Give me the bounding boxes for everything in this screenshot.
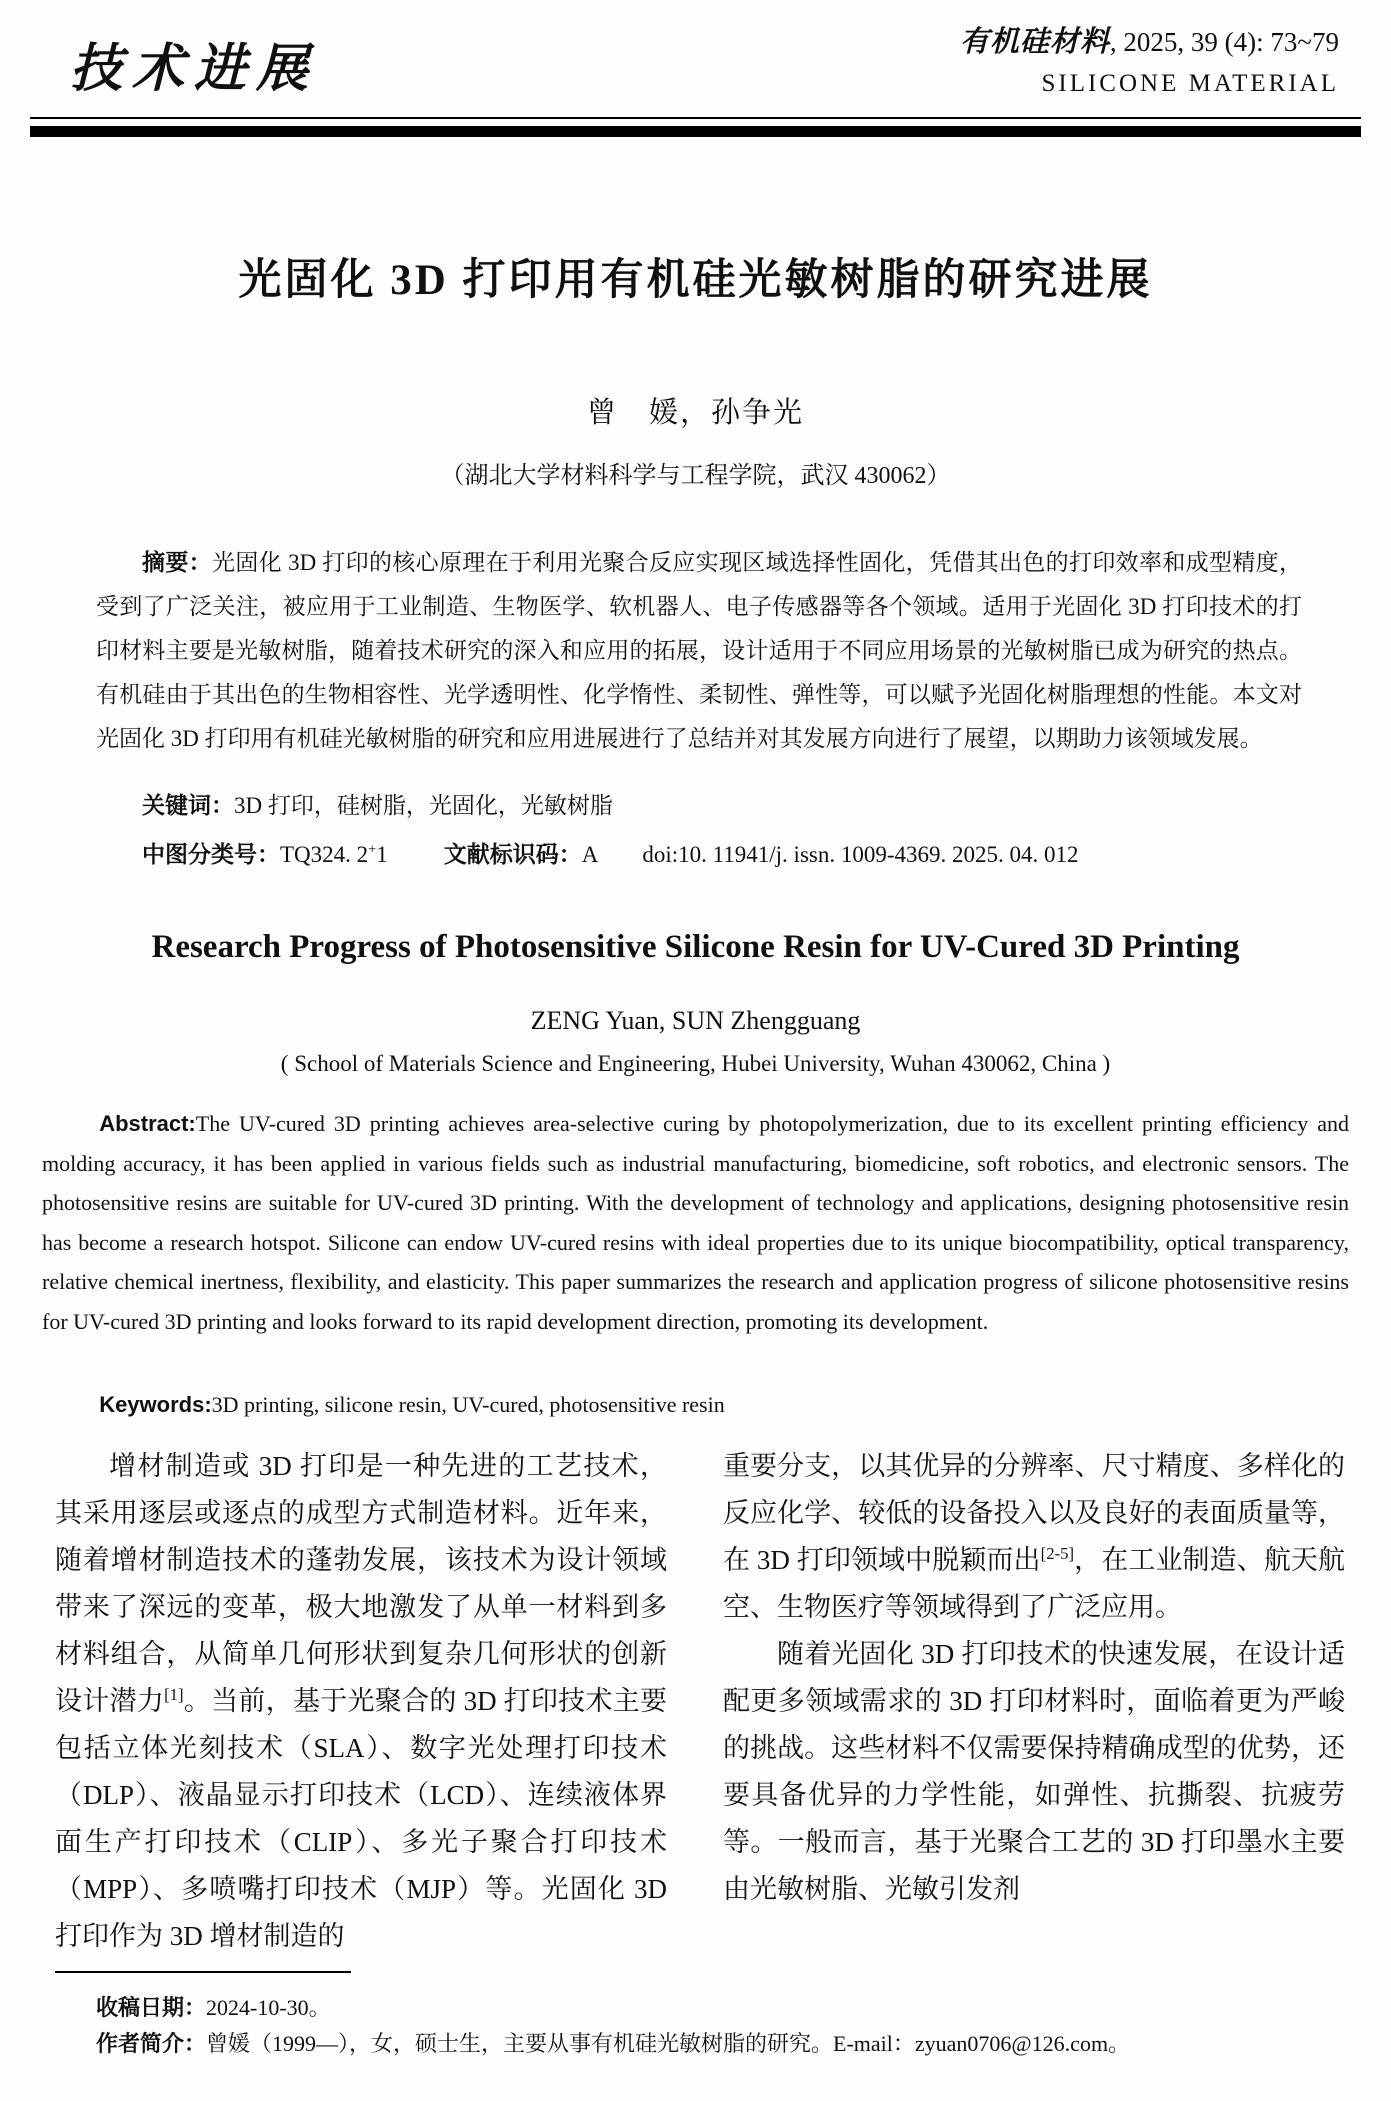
received-date-label: 收稿日期： bbox=[96, 1995, 207, 2020]
abstract-text-en: The UV-cured 3D printing achieves area-selective curing by photopolymerization, due to its excellent printing efficiency and molding accuracy, it has been applied in various fields such as industrial manufacturing, biomedicine, soft robotics, and electronic sensors. The photosensitive resins are suitable for UV-cured 3D printing. With the development of technology and applications, designing photosensitive resin has become a research hotspot. Silicone can endow UV-cured resins with ideal properties due to its unique biocompatibility, optical transparency, relative chemical inertness, flexibility, and elasticity. This paper summarizes the research and application progress of silicone photosensitive resins for UV-cured 3D printing and looks forward to its rapid development direction, promoting its development. bbox=[42, 1111, 1349, 1334]
affiliation-en: ( School of Materials Science and Engineering, Hubei University, Wuhan 430062, China ) bbox=[280, 1051, 1111, 1076]
clc-tail: 1 bbox=[376, 842, 388, 867]
abstract-zh bbox=[96, 540, 1302, 761]
author-bio-label: 作者简介： bbox=[96, 2031, 207, 2056]
abstract-en bbox=[42, 1104, 1349, 1341]
clc-label: 中图分类号： bbox=[142, 841, 280, 867]
clc-superscript: + bbox=[368, 841, 377, 858]
abstract-text-zh: 光固化 3D 打印的核心原理在于利用光聚合反应实现区域选择性固化，凭借其出色的打印效率和成型精度，受到了广泛关注，被应用于工业制造、生物医学、软机器人、电子传感器等各个领域。适用于光固化 3D 打印技术的打印材料主要是光敏树脂，随着技术研究的深入和应用的拓展，设计适用于不同应用场景的光敏树脂已成为研究的热点。有机硅由于其出色的生物相容性、光学透明性、化学惰性、柔韧性、弹性等，可以赋予光固化树脂理想的性能。本文对光固化 3D 打印用有机硅光敏树脂的研究和应用进展进行了总结并对其发展方向进行了展望，以期助力该领域发展。 bbox=[96, 550, 1302, 751]
body-column-right bbox=[723, 1443, 1345, 1959]
paragraph-text: ，在工业制造、航天航空、生物医疗等领域得到了广泛应用。 bbox=[723, 1545, 1345, 1622]
body-paragraph-1-left bbox=[55, 1443, 667, 1959]
keywords-zh bbox=[96, 787, 1302, 820]
keywords-text-en: 3D printing, silicone resin, UV-cured, photosensitive resin bbox=[211, 1392, 725, 1417]
author-bio-value: 曾媛（1999—），女，硕士生，主要从事有机硅光敏树脂的研究。E-mail：zyuan0706@126.com。 bbox=[206, 2031, 1131, 2056]
body-paragraph-1-right bbox=[723, 1443, 1345, 1631]
doc-code-label: 文献标识码： bbox=[443, 841, 582, 867]
paragraph-text: 。当前，基于光聚合的 3D 打印技术主要包括立体光刻技术（SLA）、数字光处理打印技术（DLP）、液晶显示打印技术（LCD）、连续液体界面生产打印技术（CLIP）、多光子聚合打印技术（MPP）、多喷嘴打印技术（MJP）等。光固化 3D 打印作为 3D 增材制造的 bbox=[55, 1686, 667, 1951]
citation-ref-1: [1] bbox=[164, 1685, 184, 1704]
journal-citation: , 2025, 39 (4): 73~79 bbox=[1109, 27, 1339, 57]
article-title-en: Research Progress of Photosensitive Silicone Resin for UV-Cured 3D Printing bbox=[151, 929, 1240, 965]
header-rule-thick bbox=[30, 126, 1361, 137]
clc-value bbox=[280, 842, 388, 867]
authors-en: ZENG Yuan, SUN Zhengguang bbox=[530, 1006, 861, 1035]
keywords-label-zh: 关键词： bbox=[142, 792, 234, 818]
doi-text: doi:10. 11941/j. issn. 1009-4369. 2025. 04. 012 bbox=[642, 842, 1079, 867]
journal-citation-line bbox=[960, 28, 1339, 57]
journal-name-en: SILICONE MATERIAL bbox=[1041, 70, 1339, 97]
section-label: 技术进展 bbox=[70, 38, 319, 99]
footnote-author-bio bbox=[96, 2027, 1130, 2058]
footnote-rule bbox=[55, 1971, 351, 1973]
journal-name-zh: 有机硅材料 bbox=[959, 26, 1110, 58]
doc-code-value: A bbox=[581, 842, 599, 867]
journal-header bbox=[960, 28, 1339, 96]
received-date-value: 2024-10-30。 bbox=[206, 1995, 331, 2020]
authors-zh: 曾 媛，孙争光 bbox=[586, 397, 804, 429]
keywords-label-en: Keywords: bbox=[99, 1392, 212, 1417]
paragraph-text: 增材制造或 3D 打印是一种先进的工艺技术，其采用逐层或逐点的成型方式制造材料。近年来，随着增材制造技术的蓬勃发展，该技术为设计领域带来了深远的变革，极大地激发了从单一材料到多材料组合，从简单几何形状到复杂几何形状的创新设计潜力 bbox=[55, 1451, 667, 1716]
article-title-zh: 光固化 3D 打印用有机硅光敏树脂的研究进展 bbox=[238, 257, 1153, 304]
citation-ref-2-5: [2-5] bbox=[1040, 1544, 1075, 1563]
keywords-text-zh: 3D 打印，硅树脂，光固化，光敏树脂 bbox=[234, 793, 613, 818]
abstract-label-zh: 摘要： bbox=[142, 549, 213, 575]
affiliation-zh: （湖北大学材料科学与工程学院，武汉 430062） bbox=[440, 463, 951, 489]
body-column-left bbox=[55, 1443, 667, 1959]
footnote-received bbox=[96, 1991, 331, 2022]
body-paragraph-2 bbox=[723, 1631, 1345, 1913]
classification-line bbox=[96, 836, 1366, 869]
header-rule-thin bbox=[30, 117, 1361, 119]
abstract-label-en: Abstract: bbox=[99, 1111, 196, 1136]
clc-base: TQ324. 2 bbox=[280, 842, 369, 867]
keywords-en bbox=[42, 1392, 1349, 1418]
paragraph-text: 随着光固化 3D 打印技术的快速发展，在设计适配更多领域需求的 3D 打印材料时，面临着更为严峻的挑战。这些材料不仅需要保持精确成型的优势，还要具备优异的力学性能，如弹性、抗撕裂、抗疲劳等。一般而言，基于光聚合工艺的 3D 打印墨水主要由光敏树脂、光敏引发剂 bbox=[723, 1639, 1345, 1904]
paragraph-text: 重要分支，以其优异的分辨率、尺寸精度、多样化的反应化学、较低的设备投入以及良好的表面质量等，在 3D 打印领域中脱颖而出 bbox=[723, 1451, 1345, 1575]
